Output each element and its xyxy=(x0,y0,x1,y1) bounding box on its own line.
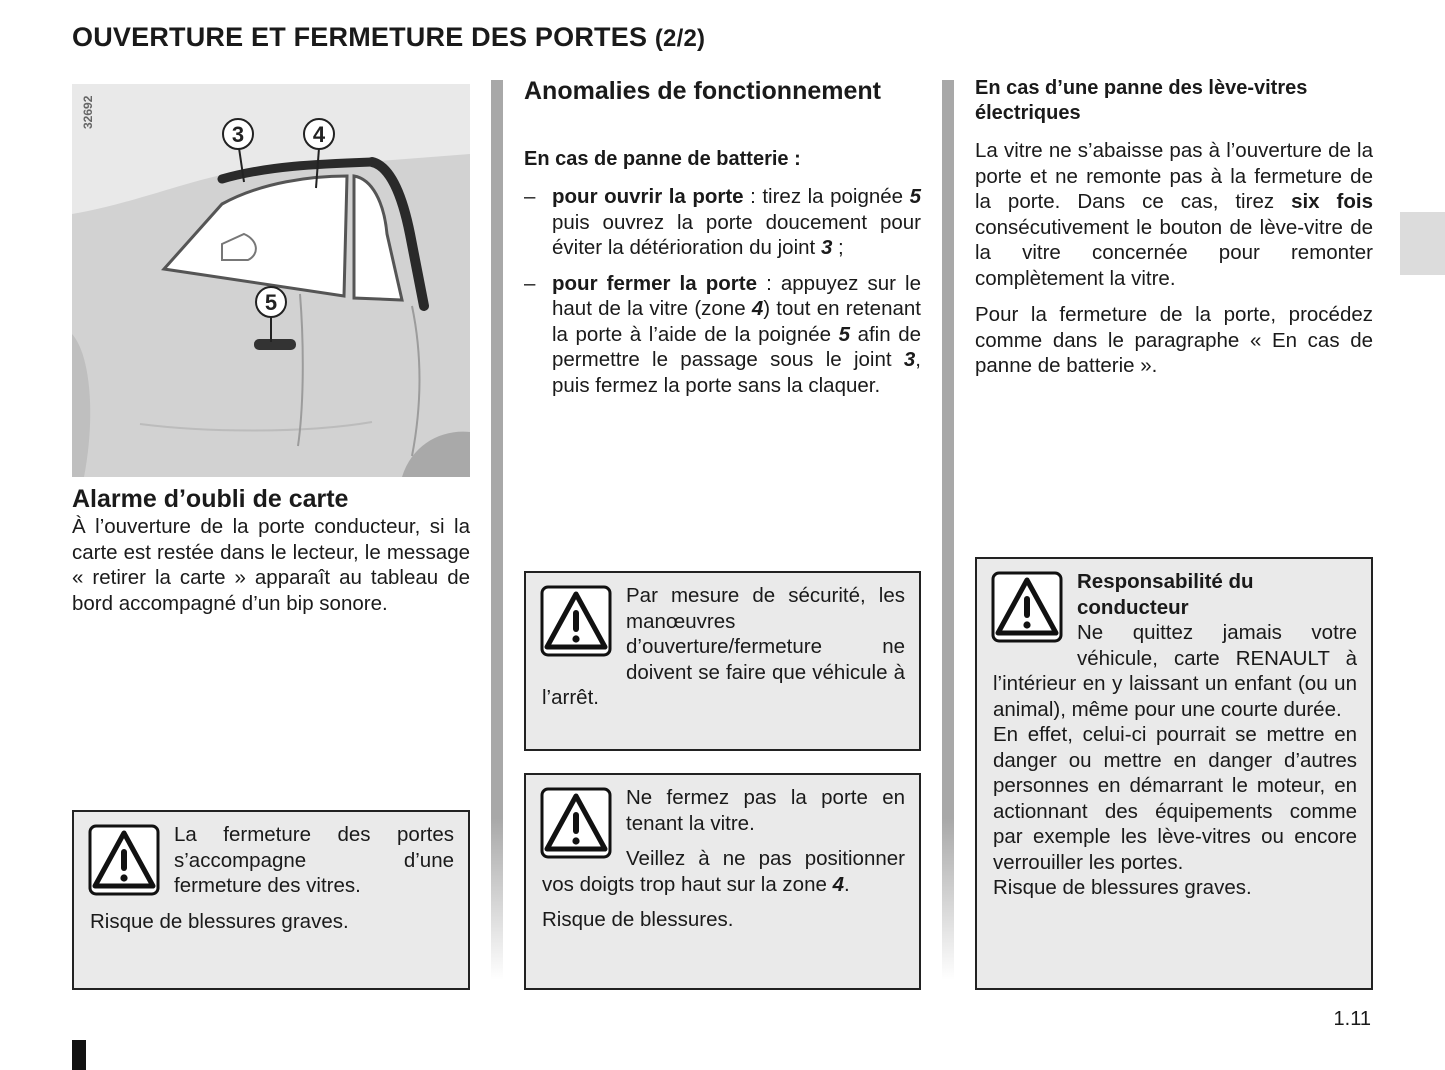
page-title-text: OUVERTURE ET FERMETURE DES PORTES xyxy=(72,22,648,52)
callout-5-icon xyxy=(256,287,286,317)
warning-triangle-icon xyxy=(88,824,160,896)
power-window-paragraph-1: La vitre ne s’abaisse pas à l’ouverture de la porte et ne remonte pas à la fermeture de la porte. Dans ce cas, tirez six fois consécutivement le bouton de lève-vitre de la vitre concernée pour remonter complètement la vitre. xyxy=(975,139,1373,290)
power-window-failure-title: En cas d’une panne des lève-vitres électriques xyxy=(975,77,1308,124)
warning-text: Par mesure de sécurité, les manœuvres d’ouverture/fermeture ne doivent se faire que véhicule à l’arrêt. xyxy=(542,584,905,709)
column-separator-right xyxy=(942,80,954,980)
warning-text: La fermeture des portes s’accompagne d’une fermeture des vitres. xyxy=(174,823,454,897)
section-tab xyxy=(1400,212,1445,275)
card-alarm-body: À l’ouverture de la porte conducteur, si la carte est restée dans le lecteur, le message « retirer la carte » apparaît au tableau de bord accompagné d’un bip sonore. xyxy=(72,515,470,615)
power-window-paragraph-2: Pour la fermeture de la porte, procédez comme dans le paragraphe « En cas de panne de batterie ». xyxy=(975,303,1373,377)
warning-risk: Risque de blessures graves. xyxy=(90,909,349,933)
warning-title: Responsabilité du conducteur xyxy=(1077,570,1254,619)
warning-risk: Risque de blessures graves. xyxy=(993,876,1252,899)
card-alarm-title: Alarme d’oubli de carte xyxy=(72,485,349,513)
callout-4-label: 4 xyxy=(312,122,326,147)
callout-3-icon xyxy=(223,119,253,149)
car-door-illustration xyxy=(72,84,470,477)
anomalies-title: Anomalies de fonctionnement xyxy=(524,77,881,105)
warning-risk: Risque de blessures. xyxy=(542,908,734,931)
warning-text: Ne fermez pas la porte en tenant la vitre. xyxy=(626,786,905,835)
page-title xyxy=(72,22,705,53)
callout-4-icon xyxy=(304,119,334,149)
car-door-drawing xyxy=(72,84,470,477)
warning-text-2: En effet, celui-ci pourrait se mettre en danger ou mettre en danger d’autres personnes en démarrant le moteur, en actionnant des équipements comme par exemple les lève-vitres ou encore verrouiller les portes. xyxy=(993,723,1357,874)
column-separator-left xyxy=(491,80,503,980)
warning-triangle-icon xyxy=(540,787,612,859)
callout-5-label: 5 xyxy=(264,290,278,315)
page-title-suffix: (2/2) xyxy=(654,25,706,52)
list-item: – pour fermer la porte : appuyez sur le haut de la vitre (zone 4) tout en retenant la porte à l’aide de la poignée 5 afin de permettre le passage sous le joint 3, puis fermez la porte sans la claquer. xyxy=(524,271,921,399)
warning-box-window-fingers xyxy=(524,773,921,990)
callout-3-label: 3 xyxy=(231,122,245,147)
battery-failure-steps xyxy=(524,184,921,408)
figure-ref-code: 32692 xyxy=(81,95,95,129)
warning-triangle-icon xyxy=(540,585,612,657)
warning-box-window-closing xyxy=(72,810,470,990)
warning-box-driver-responsibility xyxy=(975,557,1373,990)
corner-mark xyxy=(72,1040,86,1070)
warning-text: Ne quittez jamais votre véhicule, carte RENAULT à l’intérieur en y laissant un enfant (ou un animal), même pour une courte durée. xyxy=(993,621,1357,721)
page-number: 1.11 xyxy=(1333,1008,1371,1030)
warning-box-vehicle-stopped xyxy=(524,571,921,751)
battery-failure-subtitle: En cas de panne de batterie : xyxy=(524,148,801,170)
warning-triangle-icon xyxy=(991,571,1063,643)
warning-text-zone: Veillez à ne pas positionner vos doigts trop haut sur la zone 4. xyxy=(542,847,905,896)
list-item: – pour ouvrir la porte : tirez la poignée 5 puis ouvrez la porte doucement pour éviter la détérioration du joint 3 ; xyxy=(524,184,921,261)
